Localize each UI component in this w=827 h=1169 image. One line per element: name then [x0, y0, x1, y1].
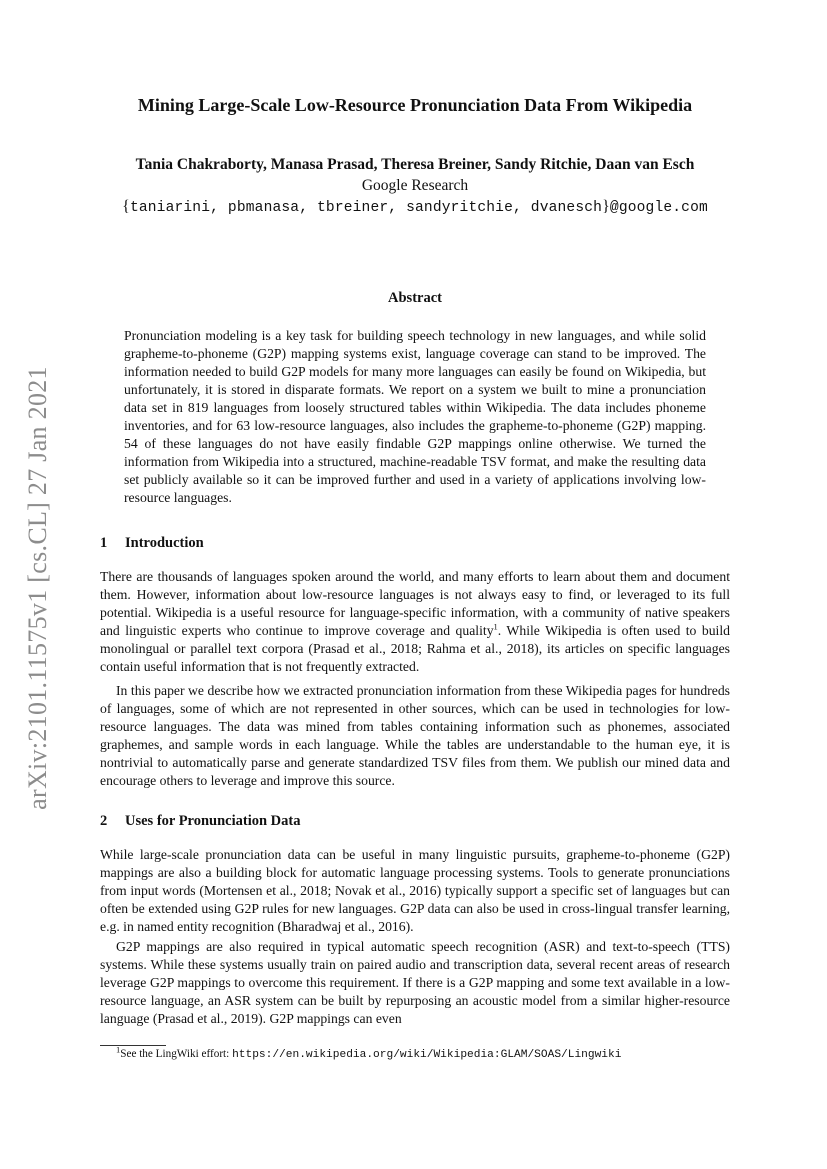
footnote-marker: 1	[493, 621, 498, 632]
section-title: Introduction	[125, 535, 204, 551]
email-list: taniarini, pbmanasa, tbreiner, sandyritchie, dvanesch	[129, 200, 603, 216]
paragraph-text: There are thousands of languages spoken around the world, and many efforts to learn about them and document them. However, information about low-resource languages is not always easy to find, or leveraged to its full potential. Wikipedia is a useful resource for language-specific information, with a community of native speakers and linguistic experts who continue to improve coverage and quality	[100, 569, 730, 638]
footnote-text: See the LingWiki effort:	[120, 1048, 233, 1060]
email-close-brace: }	[602, 198, 610, 215]
introduction-paragraph-2: In this paper we describe how we extracted pronunciation information from these Wikipedia pages for hundreds of languages, some of which are not represented in other sources, which can be used in technologies for low-resource languages. The data was mined from tables containing information such as phonemes, associated graphemes, and sample words in each language. While the tables are understandable to the human eye, it is nontrivial to automatically parse and generate standardized TSV files from them. We publish our mined data and encourage others to leverage and improve this source.	[100, 683, 730, 788]
section-heading-uses	[100, 811, 730, 831]
section-number: 2	[100, 813, 108, 829]
email-domain: @google.com	[609, 200, 708, 216]
abstract-heading: Abstract	[388, 290, 442, 306]
footnote-number: 1	[116, 1044, 121, 1055]
arxiv-identifier: arXiv:2101.11575v1 [cs.CL] 27 Jan 2021	[23, 366, 52, 810]
paper-title: Mining Large-Scale Low-Resource Pronunciation Data From Wikipedia	[137, 95, 693, 115]
uses-paragraph-1: While large-scale pronunciation data can be useful in many linguistic pursuits, grapheme-to-phoneme (G2P) mappings are also a building block for automatic language processing systems. Tools to generate pronunciations from input words (Mortensen et al., 2018; Novak et al., 2016) typically support a specific set of languages but can often be extended using G2P rules for new languages. G2P data can also be used in cross-lingual transfer learning, e.g. in named entity recognition (Bharadwaj et al., 2016).	[100, 847, 730, 934]
affiliation: Google Research	[361, 177, 469, 194]
section-title: Uses for Pronunciation Data	[125, 813, 301, 829]
abstract-text: Pronunciation modeling is a key task for building speech technology in new languages, and while solid grapheme-to-phoneme (G2P) mapping systems exist, language coverage can stand to be improved. The information needed to build G2P models for many more languages can easily be found on Wikipedia, but unfortunately, it is stored in disparate formats. We report on a system we built to mine a pronunciation data set in 819 languages from loosely structured tables within Wikipedia. The data includes phoneme inventories, and for 63 low-resource languages, also includes the grapheme-to-phoneme (G2P) mapping. 54 of these languages do not have easily findable G2P mappings online otherwise. We turned the information from Wikipedia into a structured, machine-readable TSV format, and make the resulting data set publicly available so it can be improved further and used in a variety of applications involving low-resource languages.	[124, 328, 706, 505]
section-number: 1	[100, 535, 108, 551]
email-open-brace: {	[122, 198, 130, 215]
paragraph-text-continued: . While Wikipedia is often used to build monolingual or parallel text corpora (Prasad et al., 2018; Rahma et al., 2018), its articles on specific languages contain useful information that is not frequently extracted.	[100, 623, 730, 674]
uses-paragraph-2: G2P mappings are also required in typical automatic speech recognition (ASR) and text-to-speech (TTS) systems. While these systems usually train on paired audio and transcription data, several recent areas of research leverage G2P mappings to overcome this requirement. If there is a G2P mapping and some text available in a low-resource language, an ASR system can be built by repurposing an acoustic model from a similar higher-resource language (Prasad et al., 2019). G2P mappings can even	[100, 939, 730, 1026]
author-block	[100, 155, 730, 218]
footnote-url-link[interactable]: https://en.wikipedia.org/wiki/Wikipedia:GLAM/SOAS/Lingwiki	[232, 1049, 622, 1061]
introduction-paragraph-1	[100, 568, 730, 676]
footnote	[116, 1044, 730, 1062]
author-list: Tania Chakraborty, Manasa Prasad, Theresa Breiner, Sandy Ritchie, Daan van Esch	[135, 156, 695, 173]
section-heading-introduction	[100, 533, 730, 553]
footnote-divider	[100, 1045, 166, 1046]
author-emails	[100, 197, 730, 218]
